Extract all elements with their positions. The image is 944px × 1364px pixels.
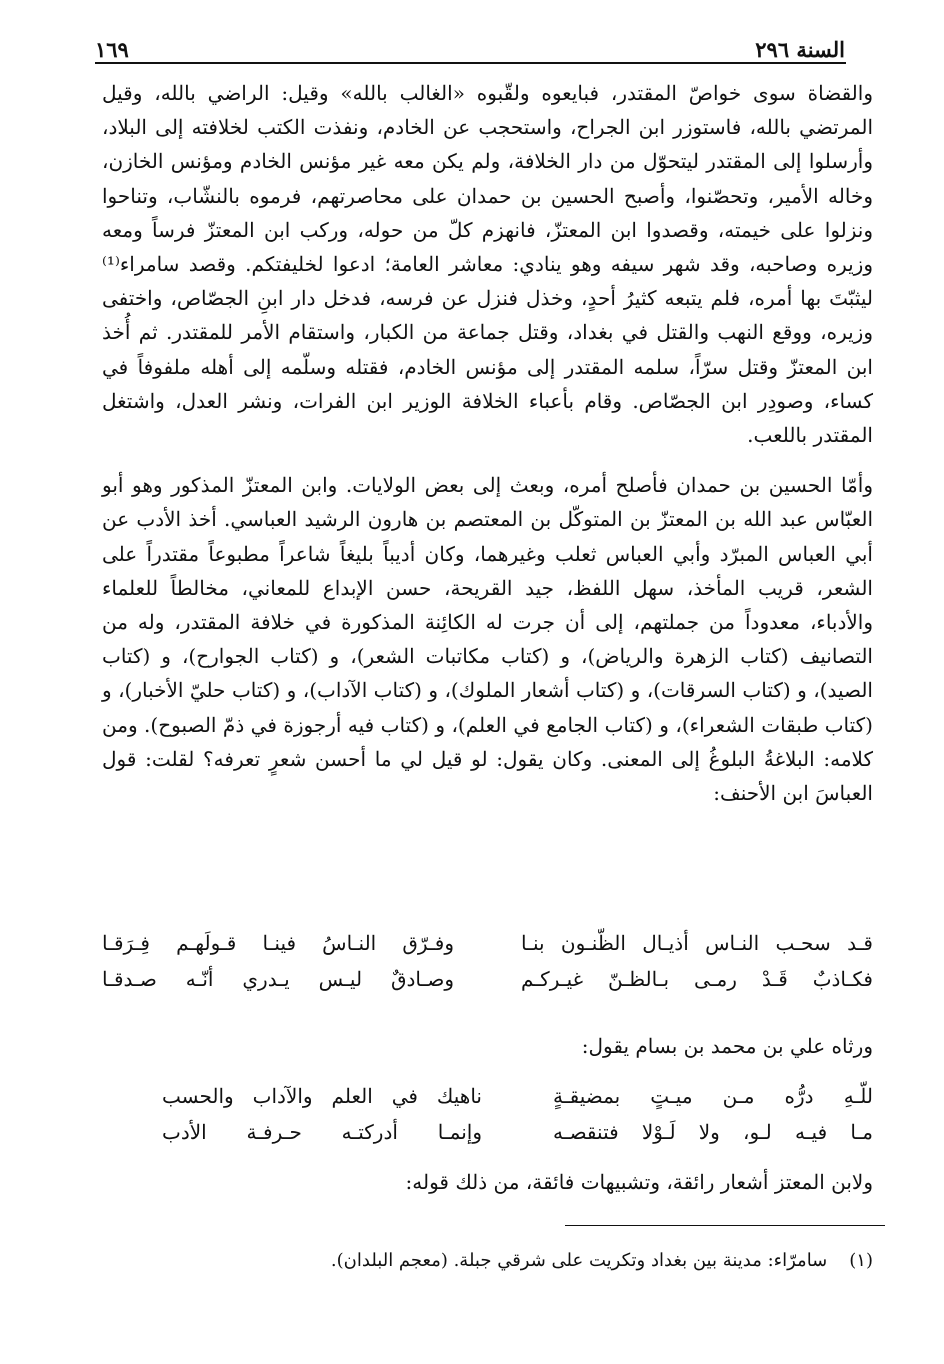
verse xyxy=(102,925,873,961)
verse xyxy=(102,1078,873,1114)
header-year: السنة ٢٩٦ xyxy=(755,37,845,62)
footnote xyxy=(102,1246,873,1276)
page-number: ١٦٩ xyxy=(95,37,129,62)
footnote-text: سامرّاء: مدينة بين بغداد وتكريت على شرقي جبلة. (معجم البلدان). xyxy=(330,1250,828,1271)
verse xyxy=(102,961,873,997)
verse-second-hemistich: ناهيك في العلم والآداب والحسب xyxy=(162,1084,482,1108)
footnote-divider xyxy=(565,1225,885,1226)
verse-second-hemistich: وصـادقٌ ليـس يـدري أنّـه صـدقـا xyxy=(102,967,454,991)
verse-first-hemistich: للّـهِ درُّه مـن ميـتٍ بمضيقـةٍ xyxy=(553,1084,873,1108)
poetry-intro: ولابن المعتز أشعار رائقة، وتشبيهات فائقة، من ذلك قوله: xyxy=(405,1170,873,1194)
verse-first-hemistich: قـد سحـب النـاس أذيـال الظّنـون بنـا xyxy=(521,931,873,955)
main-text xyxy=(102,76,873,810)
poem-2 xyxy=(102,1078,873,1150)
header-divider xyxy=(95,62,846,64)
paragraph-2: وأمّا الحسين بن حمدان فأصلح أمره، وبعث إلى بعض الولايات. وابن المعتزّ المذكور وهو أبو العبّاس عبد الله بن المعتزّ بن المتوكّل بن المعتصم بن هارون الرشيد العباسي. أخذ الأدب عن أبي العباس المبرّد وأبي العباس ثعلب وغيرهما، وكان أديباً بليغاً شاعراً مطبوعاً مقتدراً على الشعر، قريب المأخذ، سهل اللفظ، جيد القريحة، حسن الإبداع للمعاني، مخالطاً للعلماء والأدباء، معدوداً من جملتهم، إلى أن جرت له الكائِنة المذكورة في خلافة المقتدر، وله من التصانيف (كتاب الزهرة والرياض)، و (كتاب مكاتبات الشعر)، و (كتاب الجوارح)، و (كتاب الصيد)، و (كتاب السرقات)، و (كتاب أشعار الملوك)، و (كتاب الآداب)، و (كتاب حليّ الأخبار)، و (كتاب طبقات الشعراء)، و (كتاب الجامع في العلم)، و (كتاب فيه أرجوزة في ذمّ الصبوح). ومن كلامه: البلاغةُ البلوغُ إلى المعنى. وكان يقول: لو قيل لي ما أحسن شعرٍ تعرفه؟ لقلت: قول العباسَ ابن الأحنف: xyxy=(102,473,873,806)
verse-second-hemistich: وإنمـا أدركتـه حـرفـة الأدب xyxy=(162,1120,482,1144)
elegy-intro: ورثاه علي بن محمد بن بسام يقول: xyxy=(581,1034,873,1058)
verse-second-hemistich: وفـرّق النـاسُ فينـا قـولَهـم فِـرَقـا xyxy=(102,931,454,955)
verse-first-hemistich: مـا فيـه لـو، ولا لَـوْلا فتنقصـه xyxy=(553,1120,873,1144)
footnote-marker: (١) xyxy=(849,1250,873,1271)
page-header xyxy=(95,26,845,62)
poem-1 xyxy=(102,925,873,997)
paragraph-1: والقضاة سوى خواصّ المقتدر، فبايعوه ولقّبوه «الغالب بالله» وقيل: الراضي بالله، وقيل المرتضي بالله، فاستوزر ابن الجراح، واستحجب عن الخادم، ونفذت الكتب لخلافته إلى البلاد، وأرسلوا إلى المقتدر ليتحوّل من دار الخلافة، ولم يكن معه غير مؤنس الخادم ومؤنس الخازن، وخاله الأمير، وتحصّنوا، وأصبح الحسين بن حمدان على محاصرتهم، فرموه بالنشّاب، وتناحوا ونزلوا على خيمته، وقصدوا ابن المعتزّ، فانهزم كلّ من حوله، وركب ابن المعتزّ فرساً ومعه وزيره وصاحبه، وقد شهر سيفه وهو ينادي: معاشر العامة؛ ادعوا لخليفتكم. وقصد سامراء⁽¹⁾ ليثبّتَ بها أمره، فلم يتبعه كثيرُ أحدٍ، وخذل فنزل عن فرسه، فدخل دار ابنِ الجصّاص، واختفى وزيره، ووقع النهب والقتل في بغداد، وقتل جماعة من الكبار، واستقام الأمر للمقتدر. ثم أُخذ ابن المعتزّ وقتل سرّاً، سلمه المقتدر إلى مؤنس الخادم، فقتله وسلّمه إلى أهله ملفوفاً في كساء، وصودِر ابن الجصّاص. وقام بأعباء الخلافة الوزير ابن الفرات، ونشر العدل، واشتغل المقتدر باللعب. xyxy=(102,81,873,448)
verse xyxy=(102,1114,873,1150)
verse-first-hemistich: فكـاذبٌ قَـدْ رمـى بـالظـنّ غيـركـم xyxy=(521,967,873,991)
